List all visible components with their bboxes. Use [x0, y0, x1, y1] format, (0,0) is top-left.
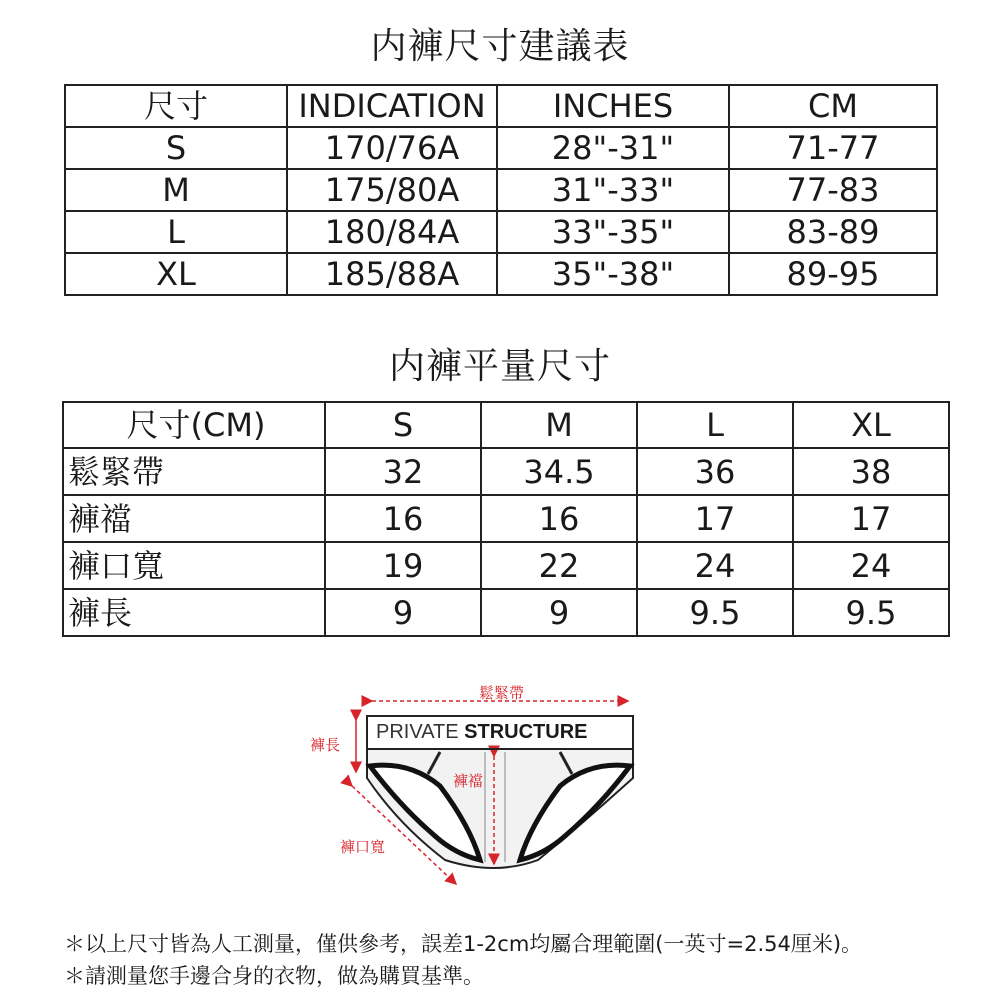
- brand-text-bold: STRUCTURE: [464, 721, 588, 743]
- table-cell: 24: [637, 542, 793, 589]
- table-cell: 83-89: [729, 211, 937, 253]
- underwear-illustration: [300, 676, 680, 894]
- table-cell: 31"-33": [497, 169, 729, 211]
- row-label: 鬆緊帶: [63, 448, 325, 495]
- table-row: [65, 253, 937, 295]
- table-cell: 22: [481, 542, 637, 589]
- table-row: [65, 127, 937, 169]
- table-row: [65, 211, 937, 253]
- table-row: [63, 542, 949, 589]
- table-cell: 35"-38": [497, 253, 729, 295]
- table-cell: 180/84A: [287, 211, 497, 253]
- flat-measurement-title: 内褲平量尺寸: [388, 346, 611, 387]
- leg-opening-label: 褲口寬: [340, 838, 386, 856]
- table-cell: 16: [481, 495, 637, 542]
- crotch-label: 褲襠: [453, 772, 484, 790]
- table-cell: 185/88A: [287, 253, 497, 295]
- table-cell: 28"-31": [497, 127, 729, 169]
- purchase-note: ＊請測量您手邊合身的衣物，做為購買基準。: [64, 964, 484, 988]
- table-cell: 17: [793, 495, 949, 542]
- table-row: [63, 448, 949, 495]
- table-cell: 9.5: [637, 589, 793, 636]
- header-cell: XL: [793, 402, 949, 448]
- table-cell: 32: [325, 448, 481, 495]
- table-cell: 170/76A: [287, 127, 497, 169]
- table-cell: 9: [325, 589, 481, 636]
- table-cell: XL: [65, 253, 287, 295]
- flat-measurement-table: [62, 401, 950, 637]
- length-label: 褲長: [310, 736, 341, 754]
- table-cell: 71-77: [729, 127, 937, 169]
- header-cell: L: [637, 402, 793, 448]
- table-cell: M: [65, 169, 287, 211]
- table-row: [63, 589, 949, 636]
- table-cell: 24: [793, 542, 949, 589]
- header-cell: CM: [729, 85, 937, 127]
- underwear-measurement-diagram: [300, 676, 680, 894]
- table-cell: 36: [637, 448, 793, 495]
- table-cell: 89-95: [729, 253, 937, 295]
- header-cell: 尺寸(CM): [63, 402, 325, 448]
- brand-text-regular: PRIVATE: [376, 721, 465, 743]
- header-cell: S: [325, 402, 481, 448]
- table-row: [65, 169, 937, 211]
- table-header-row: [65, 85, 937, 127]
- table-row: [63, 495, 949, 542]
- table-cell: 33"-35": [497, 211, 729, 253]
- row-label: 褲口寬: [63, 542, 325, 589]
- size-guide-title: 内褲尺寸建議表: [370, 26, 630, 67]
- header-cell: 尺寸: [65, 85, 287, 127]
- table-cell: S: [65, 127, 287, 169]
- header-cell: INCHES: [497, 85, 729, 127]
- table-cell: 19: [325, 542, 481, 589]
- table-cell: 38: [793, 448, 949, 495]
- table-cell: 9: [481, 589, 637, 636]
- table-cell: 34.5: [481, 448, 637, 495]
- row-label: 褲襠: [63, 495, 325, 542]
- size-guide-table: [64, 84, 938, 296]
- table-cell: 175/80A: [287, 169, 497, 211]
- table-cell: 17: [637, 495, 793, 542]
- table-cell: 77-83: [729, 169, 937, 211]
- waistband-brand-box: [366, 715, 634, 750]
- measurement-note: ＊以上尺寸皆為人工測量，僅供參考，誤差1-2cm均屬合理範圍(一英寸=2.54厘米)。: [64, 932, 863, 956]
- row-label: 褲長: [63, 589, 325, 636]
- table-cell: L: [65, 211, 287, 253]
- waistband-label: 鬆緊帶: [479, 684, 525, 702]
- table-header-row: [63, 402, 949, 448]
- header-cell: M: [481, 402, 637, 448]
- table-cell: 16: [325, 495, 481, 542]
- table-cell: 9.5: [793, 589, 949, 636]
- header-cell: INDICATION: [287, 85, 497, 127]
